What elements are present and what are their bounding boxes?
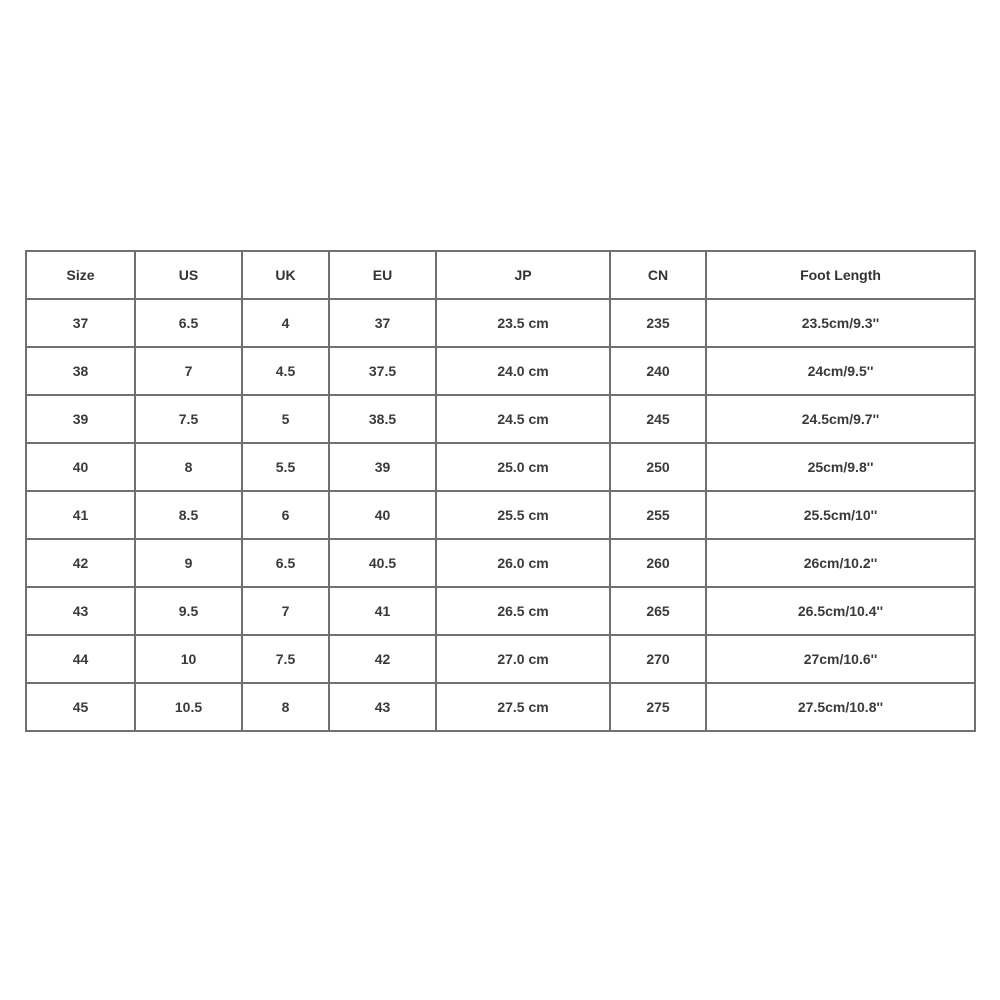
table-cell: 8 bbox=[242, 683, 329, 731]
table-cell: 45 bbox=[26, 683, 135, 731]
table-cell: 27cm/10.6'' bbox=[706, 635, 975, 683]
table-cell: 25.5cm/10'' bbox=[706, 491, 975, 539]
table-cell: 5 bbox=[242, 395, 329, 443]
table-cell: 37.5 bbox=[329, 347, 436, 395]
table-cell: 265 bbox=[610, 587, 706, 635]
table-cell: 9 bbox=[135, 539, 242, 587]
table-cell: 24.0 cm bbox=[436, 347, 610, 395]
table-row bbox=[26, 635, 975, 683]
table-cell: 8.5 bbox=[135, 491, 242, 539]
table-cell: 5.5 bbox=[242, 443, 329, 491]
table-cell: 6.5 bbox=[242, 539, 329, 587]
header-cell-size: Size bbox=[26, 251, 135, 299]
table-cell: 6.5 bbox=[135, 299, 242, 347]
table-cell: 43 bbox=[329, 683, 436, 731]
table-cell: 240 bbox=[610, 347, 706, 395]
table-row bbox=[26, 395, 975, 443]
table-cell: 6 bbox=[242, 491, 329, 539]
table-cell: 25cm/9.8'' bbox=[706, 443, 975, 491]
table-cell: 27.5cm/10.8'' bbox=[706, 683, 975, 731]
table-cell: 10 bbox=[135, 635, 242, 683]
table-cell: 39 bbox=[26, 395, 135, 443]
table-cell: 245 bbox=[610, 395, 706, 443]
table-cell: 37 bbox=[26, 299, 135, 347]
table-cell: 42 bbox=[26, 539, 135, 587]
table-row bbox=[26, 491, 975, 539]
table-cell: 235 bbox=[610, 299, 706, 347]
table-cell: 8 bbox=[135, 443, 242, 491]
table-cell: 23.5 cm bbox=[436, 299, 610, 347]
table-cell: 24.5 cm bbox=[436, 395, 610, 443]
table-row bbox=[26, 443, 975, 491]
table-cell: 23.5cm/9.3'' bbox=[706, 299, 975, 347]
table-cell: 24cm/9.5'' bbox=[706, 347, 975, 395]
table-row bbox=[26, 683, 975, 731]
table-cell: 260 bbox=[610, 539, 706, 587]
table-cell: 7.5 bbox=[242, 635, 329, 683]
header-cell-cn: CN bbox=[610, 251, 706, 299]
table-cell: 26cm/10.2'' bbox=[706, 539, 975, 587]
table-cell: 9.5 bbox=[135, 587, 242, 635]
table-cell: 26.0 cm bbox=[436, 539, 610, 587]
table-cell: 27.0 cm bbox=[436, 635, 610, 683]
table-cell: 38 bbox=[26, 347, 135, 395]
header-cell-eu: EU bbox=[329, 251, 436, 299]
size-chart-table bbox=[25, 250, 976, 732]
table-cell: 26.5 cm bbox=[436, 587, 610, 635]
header-cell-uk: UK bbox=[242, 251, 329, 299]
table-cell: 270 bbox=[610, 635, 706, 683]
table-cell: 250 bbox=[610, 443, 706, 491]
table-cell: 4.5 bbox=[242, 347, 329, 395]
table-cell: 7 bbox=[135, 347, 242, 395]
table-cell: 7.5 bbox=[135, 395, 242, 443]
table-row bbox=[26, 347, 975, 395]
header-cell-foot-length: Foot Length bbox=[706, 251, 975, 299]
header-cell-us: US bbox=[135, 251, 242, 299]
header-cell-jp: JP bbox=[436, 251, 610, 299]
table-cell: 41 bbox=[329, 587, 436, 635]
table-cell: 255 bbox=[610, 491, 706, 539]
table-row bbox=[26, 587, 975, 635]
table-row bbox=[26, 539, 975, 587]
table-cell: 10.5 bbox=[135, 683, 242, 731]
table-header-row bbox=[26, 251, 975, 299]
table-cell: 39 bbox=[329, 443, 436, 491]
table-cell: 7 bbox=[242, 587, 329, 635]
table-cell: 4 bbox=[242, 299, 329, 347]
table-cell: 25.5 cm bbox=[436, 491, 610, 539]
table-cell: 275 bbox=[610, 683, 706, 731]
table-cell: 38.5 bbox=[329, 395, 436, 443]
table-cell: 40 bbox=[329, 491, 436, 539]
table-cell: 44 bbox=[26, 635, 135, 683]
table-cell: 24.5cm/9.7'' bbox=[706, 395, 975, 443]
table-cell: 27.5 cm bbox=[436, 683, 610, 731]
table-cell: 37 bbox=[329, 299, 436, 347]
table-row bbox=[26, 299, 975, 347]
table-cell: 25.0 cm bbox=[436, 443, 610, 491]
table-cell: 41 bbox=[26, 491, 135, 539]
table-cell: 43 bbox=[26, 587, 135, 635]
table-cell: 42 bbox=[329, 635, 436, 683]
table-cell: 40 bbox=[26, 443, 135, 491]
table-cell: 26.5cm/10.4'' bbox=[706, 587, 975, 635]
table-cell: 40.5 bbox=[329, 539, 436, 587]
